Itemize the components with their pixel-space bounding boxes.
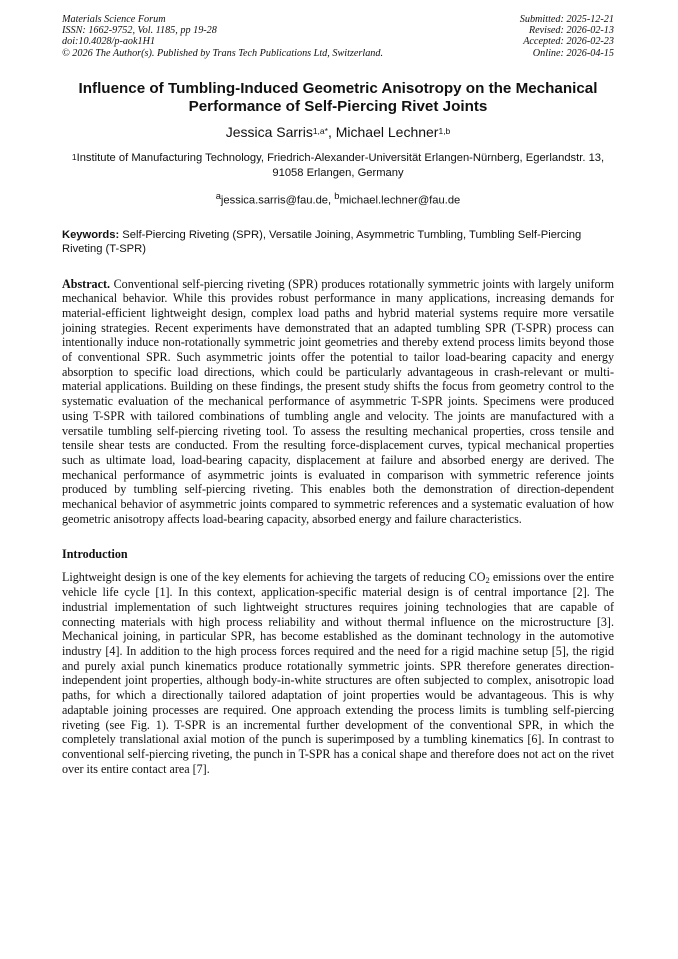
author-affiliation-marker: 1,a* (312, 125, 328, 136)
accepted-date: Accepted: 2026-02-23 (523, 36, 614, 48)
journal-header (62, 14, 614, 59)
email-link[interactable]: jessica.sarris@fau.de (220, 194, 329, 207)
author-list (62, 124, 614, 141)
doi[interactable]: doi:10.4028/p-aok1H1 (62, 36, 156, 48)
abstract-label: Abstract. (62, 276, 111, 291)
paper-page (62, 14, 614, 776)
email-link[interactable]: michael.lechner@fau.de (339, 194, 461, 207)
submitted-date: Submitted: 2025-12-21 (519, 14, 614, 25)
copyright: © 2026 The Author(s). Published by Trans Tech Publications Ltd, Switzerland. (62, 47, 384, 59)
keywords (62, 228, 614, 256)
author-separator: , (327, 123, 336, 140)
abstract-text: Conventional self-piercing riveting (SPR) produces rotationally symmetric joints with largely uniform mechanical behavior. While this provides robust performance in many applications, increasing demands for material-efficient lightweight design, complex load paths and hybrid material systems require more versatile joining strategies. Recent experiments have demonstrated that an adapted tumbling SPR (T-SPR) process can intentionally induce non-rotationally symmetric joint geometries and thereby extend process limits beyond those of conventional SPR. Such asymmetric joints offer the potential to tailor load-bearing capacity and energy absorption to specific load directions, which could be particularly advantageous in crash-relevant or multi-material applications. Building on these findings, the present study shifts the focus from geometry control to the systematic evaluation of the mechanical performance of asymmetric T-SPR joints. Specimens were produced using T-SPR with tailored combinations of tumbling angle and velocity. The joints are manufactured with a versatile tumbling self-piercing riveting tool. To assess the resulting mechanical properties, cross tensile and tensile shear tests are conducted. From the resulting force-displacement curves, typical mechanical properties such as ultimate load, load-bearing capacity, displacement at failure and absorbed energy are derived. The mechanical performance of asymmetric joints is evaluated in comparison with symmetric reference joints produced by tumbling self-piercing riveting. This enables both the demonstration of direction-dependent mechanical behavior of asymmetric joints compared to symmetric references and a systematic evaluation of how geometric anisotropy affects load-bearing capacity, absorbed energy and failure characteristics. (62, 276, 614, 526)
journal-issn: ISSN: 1662-9752, Vol. 1185, pp 19-28 (62, 25, 217, 37)
affiliation-text: Institute of Manufacturing Technology, Friedrich-Alexander-Universität Erlangen-Nürnberg, Egerlandstr. 13, 91058 Erlangen, Germany (76, 151, 605, 179)
author-affiliation-marker: 1,b (438, 125, 451, 136)
affiliation-marker: 1 (71, 151, 77, 162)
online-date: Online: 2026-04-15 (532, 47, 614, 59)
intro-text: Lightweight design is one of the key elements for achieving the targets of reducing CO (62, 569, 486, 584)
section-heading: Introduction (62, 546, 128, 561)
author-name: Michael Lechner (335, 123, 439, 140)
email-marker: a (215, 190, 221, 201)
intro-text: emissions over the entire vehicle life cycle [1]. In this context, application-specific material design is of central importance [2]. The industrial implementation of such lightweight structures requires joining technologies that are capable of connecting materials with high process reliability and without thermal influence on the microstructure [3]. Mechanical joining, in particular SPR, has become established as the dominant technology in the automotive industry [4]. In addition to the high process forces required and the need for a rigid machine setup [5], the rigid and purely axial punch kinematics produce rotationally symmetric joints. SPR therefore generates direction-independent joint properties, although body-in-white structures are often subjected to complex, anisotropic load paths, for which a directionally tailored adaptation of joint properties would be advantageous. This is why adaptable joining processes are required. One approach extending the process limits is tumbling self-piercing riveting (see Fig. 1). T-SPR is an incremental further development of the conventional SPR, in which the completely translational axial motion of the punch is superimposed by a tumbling kinematics [6]. In contrast to conventional self-piercing riveting, the punch in T-SPR has a conical shape and therefore does not act on the rivet over its entire contact area [7]. (62, 569, 614, 776)
keywords-label: Keywords: (62, 228, 120, 241)
keywords-text: Self-Piercing Riveting (SPR), Versatile Joining, Asymmetric Tumbling, Tumbling Self-Piercing Riveting (T-SPR) (62, 228, 582, 255)
subscript: 2 (485, 574, 490, 585)
author-emails (62, 189, 614, 208)
email-separator: , (328, 194, 335, 207)
revised-date: Revised: 2026-02-13 (528, 25, 614, 37)
header-right (520, 14, 614, 59)
abstract (62, 277, 614, 527)
introduction-paragraph (62, 570, 614, 777)
paper-title: Influence of Tumbling-Induced Geometric Anisotropy on the Mechanical Performance of Self-Piercing Rivet Joints (78, 79, 598, 115)
email-marker: b (334, 190, 340, 201)
header-left (62, 14, 383, 59)
author-name: Jessica Sarris (225, 123, 313, 140)
affiliation (62, 151, 614, 181)
journal-name: Materials Science Forum (62, 14, 166, 25)
